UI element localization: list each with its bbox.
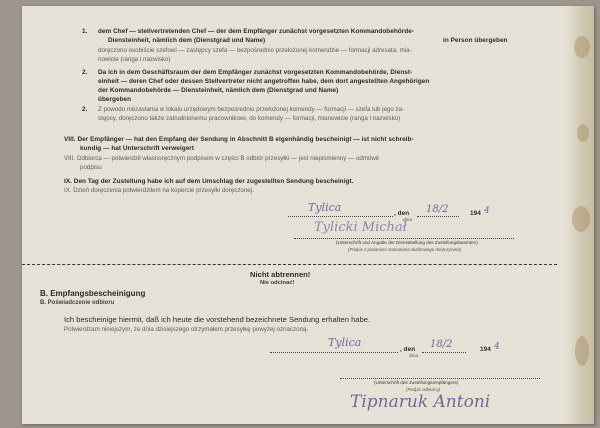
dnia-label: dnia (409, 354, 419, 359)
stain (572, 206, 590, 232)
handwritten-date: 18/2 (430, 339, 453, 350)
handwritten-year: 4 (494, 342, 500, 352)
handwritten-year: 4 (484, 206, 490, 216)
section-b-heading-german: B. Empfangsbescheinigung (40, 289, 146, 298)
place-line (270, 352, 398, 353)
den-label: , den (400, 346, 416, 353)
recipient-signature-line (340, 378, 540, 379)
handwritten-date: 18/2 (426, 204, 449, 215)
handwritten-recipient-signature: Tipnaruk Antoni (350, 392, 491, 412)
dnia-label: dnia (403, 218, 413, 223)
form-sheet (22, 6, 594, 424)
item1-german-cont: Diensteinheit, nämlich dem (Dienstgrad und Name) (108, 37, 266, 44)
stain (575, 336, 589, 366)
certification-polish: Potwierdzam niniejszym, że dnia dzisiejszego otrzymałem przesyłkę powyżej oznaczoną. (64, 326, 309, 333)
section-viii-german: VIII. Der Empfänger — hat den Empfang der Sendung in Abschnitt B eigenhändig bescheinigt — ist nicht schreib- (64, 136, 414, 143)
detach-warning-german: Nicht abtrennen! (250, 270, 311, 279)
handwritten-official-signature: Tylicki Michał (314, 220, 407, 235)
item1-polish: doręczono osobiście szefowi — zastępcy szefa — bezpośrednio przełożonej komendzie — formacji adresata, mia- (98, 47, 412, 54)
item-number: 1. (82, 28, 88, 35)
section-b-heading-polish: B. Poświadczenie odbioru (40, 300, 115, 306)
date-line (422, 352, 466, 353)
item2-polish: Z powodu niezastania w lokalu urzędowym bezpośrednio przełożonej komendy — formacji — szefa lub jego za- (98, 106, 405, 113)
section-viii-polish-cont: podpisu (80, 164, 102, 171)
detach-warning-polish: Nie odcinać! (260, 280, 295, 286)
handwritten-place: Tylica (308, 201, 342, 214)
item1-german: dem Chef — stellvertretenden Chef — der dem Empfänger zunächst vorgesetzten Kommandobehörde- (98, 28, 415, 35)
year-printed: 194 (480, 346, 491, 353)
stain (574, 36, 590, 58)
section-viii-polish: VIII. Odbiorca — potwierdził własnoręcznym podpisem w części B odbiór przesyłki — jest niepiśmienny — odmówił (64, 155, 379, 162)
official-caption-german: (Unterschrift und Angabe der Dienststellung des Zustellungsbeamten) (336, 240, 478, 245)
item2-polish-cont: stępcy, doręczono także zatrudnionemu pracownikowi, do komendy — formacji, mianowicie (ranga i nazwisko) (98, 115, 401, 122)
recipient-caption-german: (Unterschrift des Zustellungsempfängers) (374, 380, 459, 385)
section-ix-polish: IX. Dzień doręczenia potwierdziłem na kopercie przesyłki doręczonej. (64, 187, 254, 194)
recipient-caption-polish: (Podpis odbiorcy) (406, 387, 441, 392)
item-number: 2. (82, 106, 88, 113)
item2-german-cont: übergeben (98, 96, 132, 103)
section-ix-german: IX. Den Tag der Zustellung habe ich auf dem Umschlag der zugestellten Sendung bescheinigt. (64, 178, 354, 185)
item2-german-cont: einheit — deren Chef oder dessen Stellvertreter nicht angetroffen habe, dem dort angestellten Angehörigen (98, 78, 430, 85)
handwritten-place: Tylica (328, 336, 362, 349)
year-printed: 194 (470, 210, 481, 217)
item1-polish-cont: nowicie (ranga i nazwisko) (98, 56, 171, 63)
den-label: , den (394, 210, 410, 217)
stain (577, 124, 589, 142)
item2-german-cont: der Kommandobehörde — Diensteinheit, nämlich dem (Dienstgrad und Name) (98, 87, 339, 94)
official-caption-polish: (Podpis z podaniem stanowiska służbowego doręczyciela) (348, 247, 462, 252)
detach-rule (22, 264, 557, 265)
item1-german-tail: in Person übergeben (443, 37, 508, 44)
item2-german: Da ich in dem Geschäftsraum der dem Empfänger zunächst vorgesetzten Kommandobehörde, Dienst- (98, 69, 413, 76)
certification-german: Ich bescheinige hiermit, daß ich heute die vorstehend bezeichnete Sendung erhalten habe. (64, 315, 371, 324)
date-line (417, 216, 459, 217)
section-viii-german-cont: kundig — hat Unterschrift verweigert (80, 145, 195, 152)
signature-line (294, 238, 514, 239)
place-line (288, 216, 393, 217)
item-number: 2. (82, 69, 88, 76)
